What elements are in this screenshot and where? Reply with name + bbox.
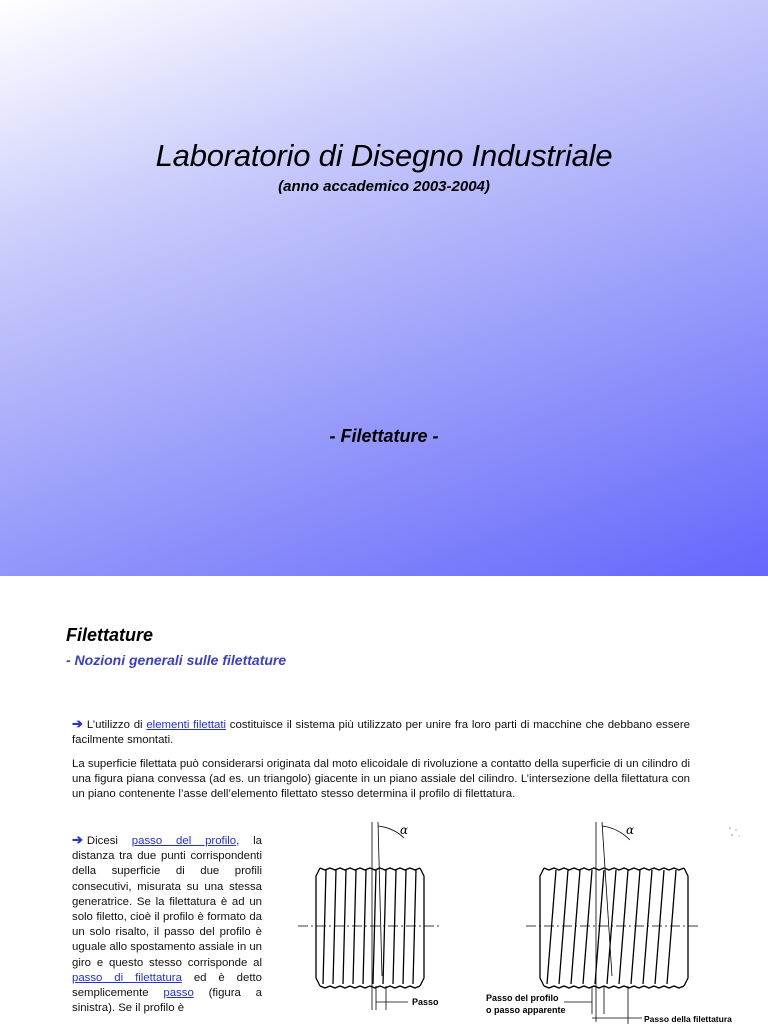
pitch-paragraph — [72, 832, 262, 1016]
p1-text-before: L’utilizzo di — [86, 719, 147, 731]
p1-text-after: costituisce il sistema più utilizzato per unire fra loro parti di macchine che debbano essere facilmente smontati. — [72, 719, 691, 747]
slide-title: Laboratorio di Disegno Industriale — [155, 138, 613, 173]
slide-topic: - Filettature - — [329, 426, 439, 446]
single-thread-drawing — [298, 822, 440, 1010]
left-alpha-label: α — [400, 823, 409, 837]
p3-text-mid2: ed è detto semplicemente — [72, 971, 262, 1000]
label-passo-profilo-1: Passo del profilo — [486, 993, 559, 1003]
label-passo: Passo — [412, 997, 439, 1007]
intro-paragraph — [72, 716, 690, 748]
slide-subtitle: (anno accademico 2003-2004) — [278, 178, 490, 195]
link-passo-del-profilo[interactable]: passo del profilo — [131, 835, 237, 847]
p3-text-after: (figura a sinistra). Se il profilo è — [72, 987, 262, 1015]
section-subtitle: - Nozioni generali sulle filettature — [66, 652, 287, 668]
label-passo-filettatura: Passo della filettatura — [644, 1014, 732, 1024]
section-title: Filettature — [66, 625, 154, 645]
surface-paragraph: La superficie filettata può considerarsi originata dal moto elicoidale di rivoluzione a contatto della superficie di un cilindro di una figura piana convessa (ad es. un triangolo) giacente in un piano assiale del cilindro. L’intersezione della filettatura con un piano contenente l’asse dell’elemento filettato stesso determina il profilo di filettatura. — [72, 758, 690, 801]
arrow-right-icon: ➔ — [72, 716, 83, 731]
label-passo-profilo-2: o passo apparente — [486, 1005, 566, 1015]
scan-specks — [726, 824, 746, 844]
arrow-right-icon: ➔ — [72, 832, 83, 847]
p3-text-before: Dicesi — [86, 835, 132, 847]
link-passo[interactable]: passo — [163, 987, 194, 1000]
link-elementi-filettati[interactable]: elementi filettati — [146, 719, 227, 731]
right-alpha-label: α — [626, 823, 635, 837]
thread-pitch-figure — [290, 816, 768, 1024]
content-slide — [0, 576, 768, 1024]
p3-text-mid1: , la distanza tra due punti corrispondenti della superficie di due profili consecutivi, misurata su una stessa generatrice. Se la filettatura è ad un solo filetto, cioè il profilo è formato da un solo risalto, il passo del profilo è uguale allo spostamento assiale in un giro e questo stesso corrisponde al — [72, 835, 262, 969]
link-passo-di-filettatura[interactable]: passo di filettatura — [72, 971, 182, 984]
